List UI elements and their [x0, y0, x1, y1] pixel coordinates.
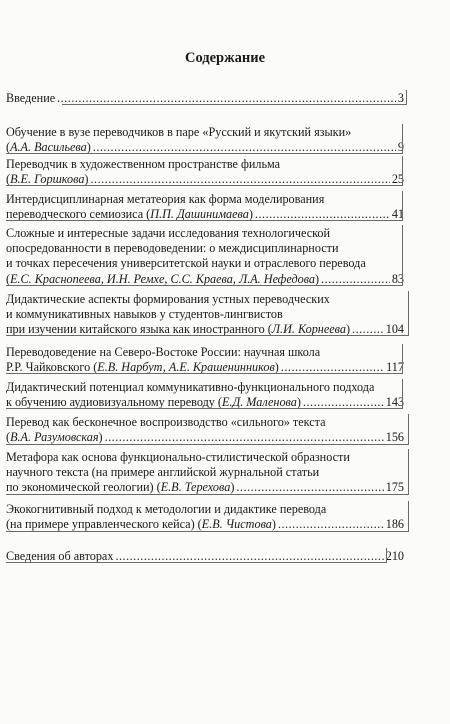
- page-number: 210: [385, 549, 404, 563]
- page-number: 186: [385, 517, 404, 532]
- toc-entry: Экокогнитивный подход к методологии и дидактике перевода (на примере управленческого кейса) (Е.В. Чистова) ..... 186: [6, 502, 404, 532]
- author-names: Л.И. Корнеева: [271, 322, 346, 337]
- entry-rule: [6, 225, 403, 286]
- entry-rule: [6, 344, 403, 374]
- page-number: 41: [391, 207, 404, 222]
- toc-entry: Сложные и интересные задачи исследования технологической опосредованности в переводоведении: о междисциплинарности и точках пересечения университетской науки и отраслевого перевода (Е.С. Краснопеева, И.Н. Ремхе, С.С. Краева, Л.А. Нефедова) ..... 83: [6, 226, 404, 287]
- toc-entry: Интердисциплинарная метатеория как форма моделирования переводческого семиозиса (П.П. Дашинимаева) ..... 41: [6, 192, 404, 222]
- author-names: А.А. Васильева: [10, 140, 87, 155]
- entry-rule: [6, 501, 409, 532]
- author-names: Е.В. Чистова: [201, 517, 272, 532]
- toc-entry: Метафора как основа функционально-стилистической образности научного текста (на примере английской журнальной статьи по экономической геологии) (Е.В. Терехова) ..... 175: [6, 450, 404, 496]
- toc-entry: Введение ..... 3: [6, 91, 404, 106]
- entry-rule: [6, 548, 387, 563]
- toc-entry: Дидактический потенциал коммуникативно-функционального подхода к обучению аудиовизуальному переводу (Е.Д. Маленова) ..... 143: [6, 380, 404, 410]
- entry-rule: [6, 414, 409, 445]
- author-names: В.Е. Горшкова: [10, 172, 85, 187]
- author-names: Е.В. Терехова: [160, 480, 231, 495]
- page-number: 143: [385, 395, 404, 410]
- entry-rule: [6, 291, 409, 336]
- toc-entry: Дидактические аспекты формирования устных переводческих и коммуникативных навыков у студентов-лингвистов при изучении китайского языка как иностранного (Л.И. Корнеева) ..... 104: [6, 292, 404, 338]
- page-title: Содержание: [184, 50, 266, 66]
- toc-entry: Обучение в вузе переводчиков в паре «Русский и якутский языки» (А.А. Васильева) ..... 9: [6, 125, 404, 155]
- toc-entry: Переводчик в художественном пространстве фильма (В.Е. Горшкова) ..... 25: [6, 157, 404, 187]
- entry-rule: [6, 124, 403, 154]
- page-number: 25: [391, 172, 404, 187]
- entry-rule: [6, 449, 409, 495]
- page-number: 117: [386, 360, 404, 375]
- author-names: П.П. Дашинимаева: [150, 207, 249, 222]
- page-number: 83: [391, 271, 404, 286]
- entry-rule: [6, 379, 403, 409]
- entry-rule: [6, 156, 403, 186]
- page-number: 3: [397, 91, 404, 105]
- page-number: 175: [385, 480, 404, 495]
- author-names: Е.В. Нарбут, А.Е. Крашенинников: [97, 360, 275, 375]
- entry-rule: [62, 90, 407, 105]
- page-number: 156: [385, 430, 404, 445]
- author-names: В.А. Разумовская: [10, 430, 99, 445]
- page-number: 104: [385, 322, 404, 337]
- toc-entry: Перевод как бесконечное воспроизводство «сильного» текста (В.А. Разумовская) ..... 156: [6, 415, 404, 445]
- entry-rule: [6, 191, 403, 221]
- toc-entry: Переводоведение на Северо-Востоке России: научная школа Р.Р. Чайковского (Е.В. Нарбут, А.Е. Крашенинников) ..... 117: [6, 345, 404, 375]
- toc-entry: Сведения об авторах ..... 210: [6, 549, 404, 564]
- page-number: 9: [397, 140, 404, 155]
- author-names: Е.С. Краснопеева, И.Н. Ремхе, С.С. Краева, Л.А. Нефедова: [10, 271, 316, 286]
- author-names: Е.Д. Маленова: [221, 395, 297, 410]
